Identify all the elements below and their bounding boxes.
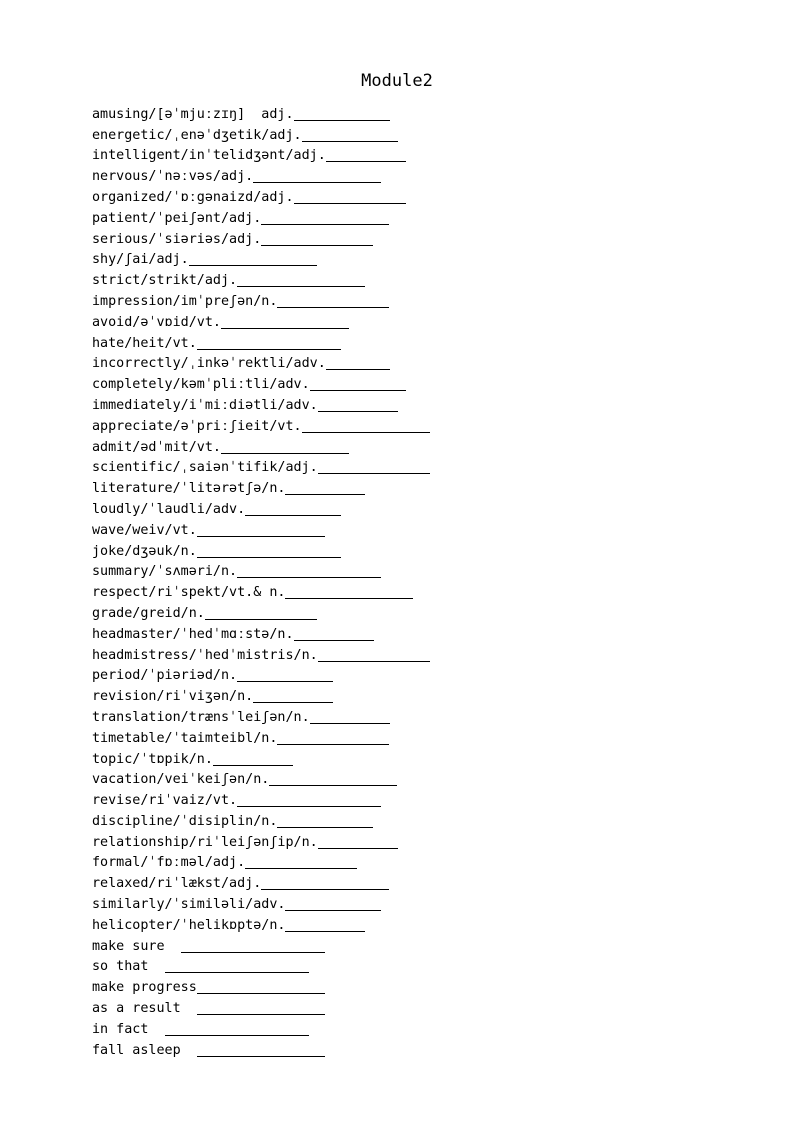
answer-blank[interactable]: [197, 980, 325, 994]
vocab-entry-text: patient/ˈpeiʃənt/adj.: [92, 210, 262, 226]
vocab-entry-text: loudly/ˈlaudli/adv.: [92, 501, 246, 517]
answer-blank[interactable]: [261, 232, 373, 246]
vocab-entry: [92, 748, 752, 769]
answer-blank[interactable]: [245, 502, 341, 516]
vocab-entry-text: appreciate/əˈpriːʃieit/vt.: [92, 418, 302, 434]
page-title: Module2: [361, 71, 433, 91]
answer-blank[interactable]: [310, 710, 390, 724]
vocab-entry: [92, 165, 752, 186]
vocab-entry: [92, 103, 752, 124]
vocab-entry: [92, 269, 752, 290]
vocab-entry-text: avoid/əˈvɒid/vt.: [92, 314, 221, 330]
answer-blank[interactable]: [165, 1022, 309, 1036]
answer-blank[interactable]: [197, 523, 325, 537]
vocab-entry-text: summary/ˈsʌməri/n.: [92, 564, 238, 580]
vocab-entry: [92, 976, 752, 997]
answer-blank[interactable]: [197, 1043, 325, 1057]
answer-blank[interactable]: [261, 211, 389, 225]
vocab-entry: [92, 997, 752, 1018]
answer-blank[interactable]: [237, 564, 381, 578]
answer-blank[interactable]: [237, 668, 333, 682]
answer-blank[interactable]: [318, 398, 398, 412]
vocabulary-list: [92, 103, 752, 1060]
vocab-entry-text: scientific/ˌsaiənˈtifik/adj.: [92, 460, 318, 476]
vocab-entry: [92, 727, 752, 748]
vocab-entry-text: make progress: [92, 980, 197, 996]
vocab-entry-text: topic/ˈtɒpik/n.: [92, 751, 213, 767]
vocab-entry: [92, 706, 752, 727]
answer-blank[interactable]: [213, 752, 293, 766]
vocab-entry: [92, 519, 752, 540]
vocab-entry-text: intelligent/inˈtelidʒənt/adj.: [92, 148, 326, 164]
vocab-entry-text: shy/ʃai/adj.: [92, 252, 189, 268]
vocab-entry: [92, 685, 752, 706]
vocab-entry-text: impression/imˈpreʃən/n.: [92, 293, 278, 309]
vocab-entry-text: helicopter/ˈhelikɒptə/n.: [92, 917, 286, 933]
vocab-entry: [92, 852, 752, 873]
vocab-entry-text: completely/kəmˈpliːtli/adv.: [92, 377, 310, 393]
vocab-entry-text: revise/riˈvaiz/vt.: [92, 793, 238, 809]
answer-blank[interactable]: [294, 627, 374, 641]
answer-blank[interactable]: [285, 918, 365, 932]
vocab-entry: [92, 581, 752, 602]
answer-blank[interactable]: [197, 544, 341, 558]
answer-blank[interactable]: [326, 148, 406, 162]
answer-blank[interactable]: [253, 689, 333, 703]
vocab-entry: [92, 228, 752, 249]
vocab-entry: [92, 665, 752, 686]
vocab-entry: [92, 353, 752, 374]
vocab-entry-text: timetable/ˈtaimteibl/n.: [92, 730, 278, 746]
vocab-entry-text: joke/dʒəuk/n.: [92, 543, 197, 559]
answer-blank[interactable]: [237, 273, 365, 287]
vocab-entry: [92, 893, 752, 914]
answer-blank[interactable]: [285, 481, 365, 495]
vocab-entry: [92, 831, 752, 852]
vocab-entry: [92, 935, 752, 956]
vocab-entry-text: strict/strikt/adj.: [92, 273, 238, 289]
vocab-entry-text: relationship/riˈleiʃənʃip/n.: [92, 834, 318, 850]
vocab-entry: [92, 249, 752, 270]
answer-blank[interactable]: [277, 731, 389, 745]
answer-blank[interactable]: [253, 169, 381, 183]
answer-blank[interactable]: [261, 876, 389, 890]
answer-blank[interactable]: [277, 294, 389, 308]
vocab-entry: [92, 623, 752, 644]
vocab-entry-text: immediately/iˈmiːdiətli/adv.: [92, 397, 318, 413]
vocab-entry-text: headmistress/ˈhedˈmistris/n.: [92, 647, 318, 663]
answer-blank[interactable]: [294, 190, 406, 204]
vocab-entry-text: formal/ˈfɒːməl/adj.: [92, 855, 246, 871]
vocab-entry: [92, 332, 752, 353]
answer-blank[interactable]: [221, 440, 349, 454]
answer-blank[interactable]: [237, 793, 381, 807]
vocab-entry-text: hate/heit/vt.: [92, 335, 197, 351]
answer-blank[interactable]: [326, 356, 390, 370]
vocab-entry-text: respect/riˈspekt/vt.& n.: [92, 585, 286, 601]
vocab-entry-text: grade/greid/n.: [92, 605, 205, 621]
vocab-entry: [92, 436, 752, 457]
answer-blank[interactable]: [285, 897, 381, 911]
answer-blank[interactable]: [197, 336, 341, 350]
vocab-entry: [92, 477, 752, 498]
vocab-entry-text: as a result: [92, 1001, 197, 1017]
vocab-entry-text: fall asleep: [92, 1042, 197, 1058]
vocab-entry-text: period/ˈpiəriəd/n.: [92, 668, 238, 684]
answer-blank[interactable]: [294, 107, 390, 121]
answer-blank[interactable]: [189, 252, 317, 266]
vocab-entry: [92, 124, 752, 145]
vocab-entry: [92, 457, 752, 478]
vocab-entry-text: incorrectly/ˌinkəˈrektli/adv.: [92, 356, 326, 372]
answer-blank[interactable]: [269, 772, 397, 786]
vocab-entry-text: relaxed/riˈlækst/adj.: [92, 876, 262, 892]
vocab-entry: [92, 561, 752, 582]
vocab-entry: [92, 602, 752, 623]
vocab-entry: [92, 373, 752, 394]
vocab-entry: [92, 789, 752, 810]
vocab-entry-text: serious/ˈsiəriəs/adj.: [92, 231, 262, 247]
vocab-entry-text: so that: [92, 959, 165, 975]
answer-blank[interactable]: [302, 128, 398, 142]
vocab-entry-text: amusing/[əˈmjuːzɪŋ] adj.: [92, 106, 294, 122]
vocab-entry-text: wave/weiv/vt.: [92, 522, 197, 538]
vocab-entry-text: make sure: [92, 938, 181, 954]
vocab-entry: [92, 914, 752, 935]
answer-blank[interactable]: [302, 419, 430, 433]
vocab-entry: [92, 498, 752, 519]
vocab-entry-text: admit/ədˈmit/vt.: [92, 439, 221, 455]
vocab-entry-text: headmaster/ˈhedˈmɑːstə/n.: [92, 626, 294, 642]
answer-blank[interactable]: [318, 835, 398, 849]
vocab-entry: [92, 207, 752, 228]
vocab-entry: [92, 1018, 752, 1039]
vocab-entry: [92, 540, 752, 561]
answer-blank[interactable]: [277, 814, 373, 828]
vocab-entry: [92, 290, 752, 311]
vocab-entry: [92, 186, 752, 207]
answer-blank[interactable]: [221, 315, 349, 329]
vocab-entry: [92, 145, 752, 166]
answer-blank[interactable]: [197, 1001, 325, 1015]
vocab-entry: [92, 311, 752, 332]
vocab-entry-text: in fact: [92, 1021, 165, 1037]
vocab-entry-text: vacation/veiˈkeiʃən/n.: [92, 772, 270, 788]
vocab-entry-text: revision/riˈviʒən/n.: [92, 689, 254, 705]
answer-blank[interactable]: [165, 959, 309, 973]
vocab-entry: [92, 769, 752, 790]
vocab-entry: [92, 872, 752, 893]
vocab-entry-text: discipline/ˈdisiplin/n.: [92, 813, 278, 829]
answer-blank[interactable]: [310, 377, 406, 391]
vocab-entry-text: literature/ˈlitərətʃə/n.: [92, 481, 286, 497]
answer-blank[interactable]: [318, 648, 430, 662]
vocab-entry: [92, 394, 752, 415]
vocab-entry-text: translation/trænsˈleiʃən/n.: [92, 709, 310, 725]
vocab-entry-text: organized/ˈɒːgənaizd/adj.: [92, 189, 294, 205]
answer-blank[interactable]: [181, 939, 325, 953]
answer-blank[interactable]: [318, 460, 430, 474]
vocab-entry: [92, 644, 752, 665]
vocab-entry-text: similarly/ˈsimiləli/adv.: [92, 897, 286, 913]
answer-blank[interactable]: [205, 606, 317, 620]
vocab-entry: [92, 415, 752, 436]
vocab-entry-text: nervous/ˈnəːvəs/adj.: [92, 169, 254, 185]
vocab-entry-text: energetic/ˌenəˈdʒetik/adj.: [92, 127, 302, 143]
answer-blank[interactable]: [285, 585, 413, 599]
vocab-entry: [92, 810, 752, 831]
vocab-entry: [92, 1039, 752, 1060]
answer-blank[interactable]: [245, 855, 357, 869]
vocab-entry: [92, 956, 752, 977]
